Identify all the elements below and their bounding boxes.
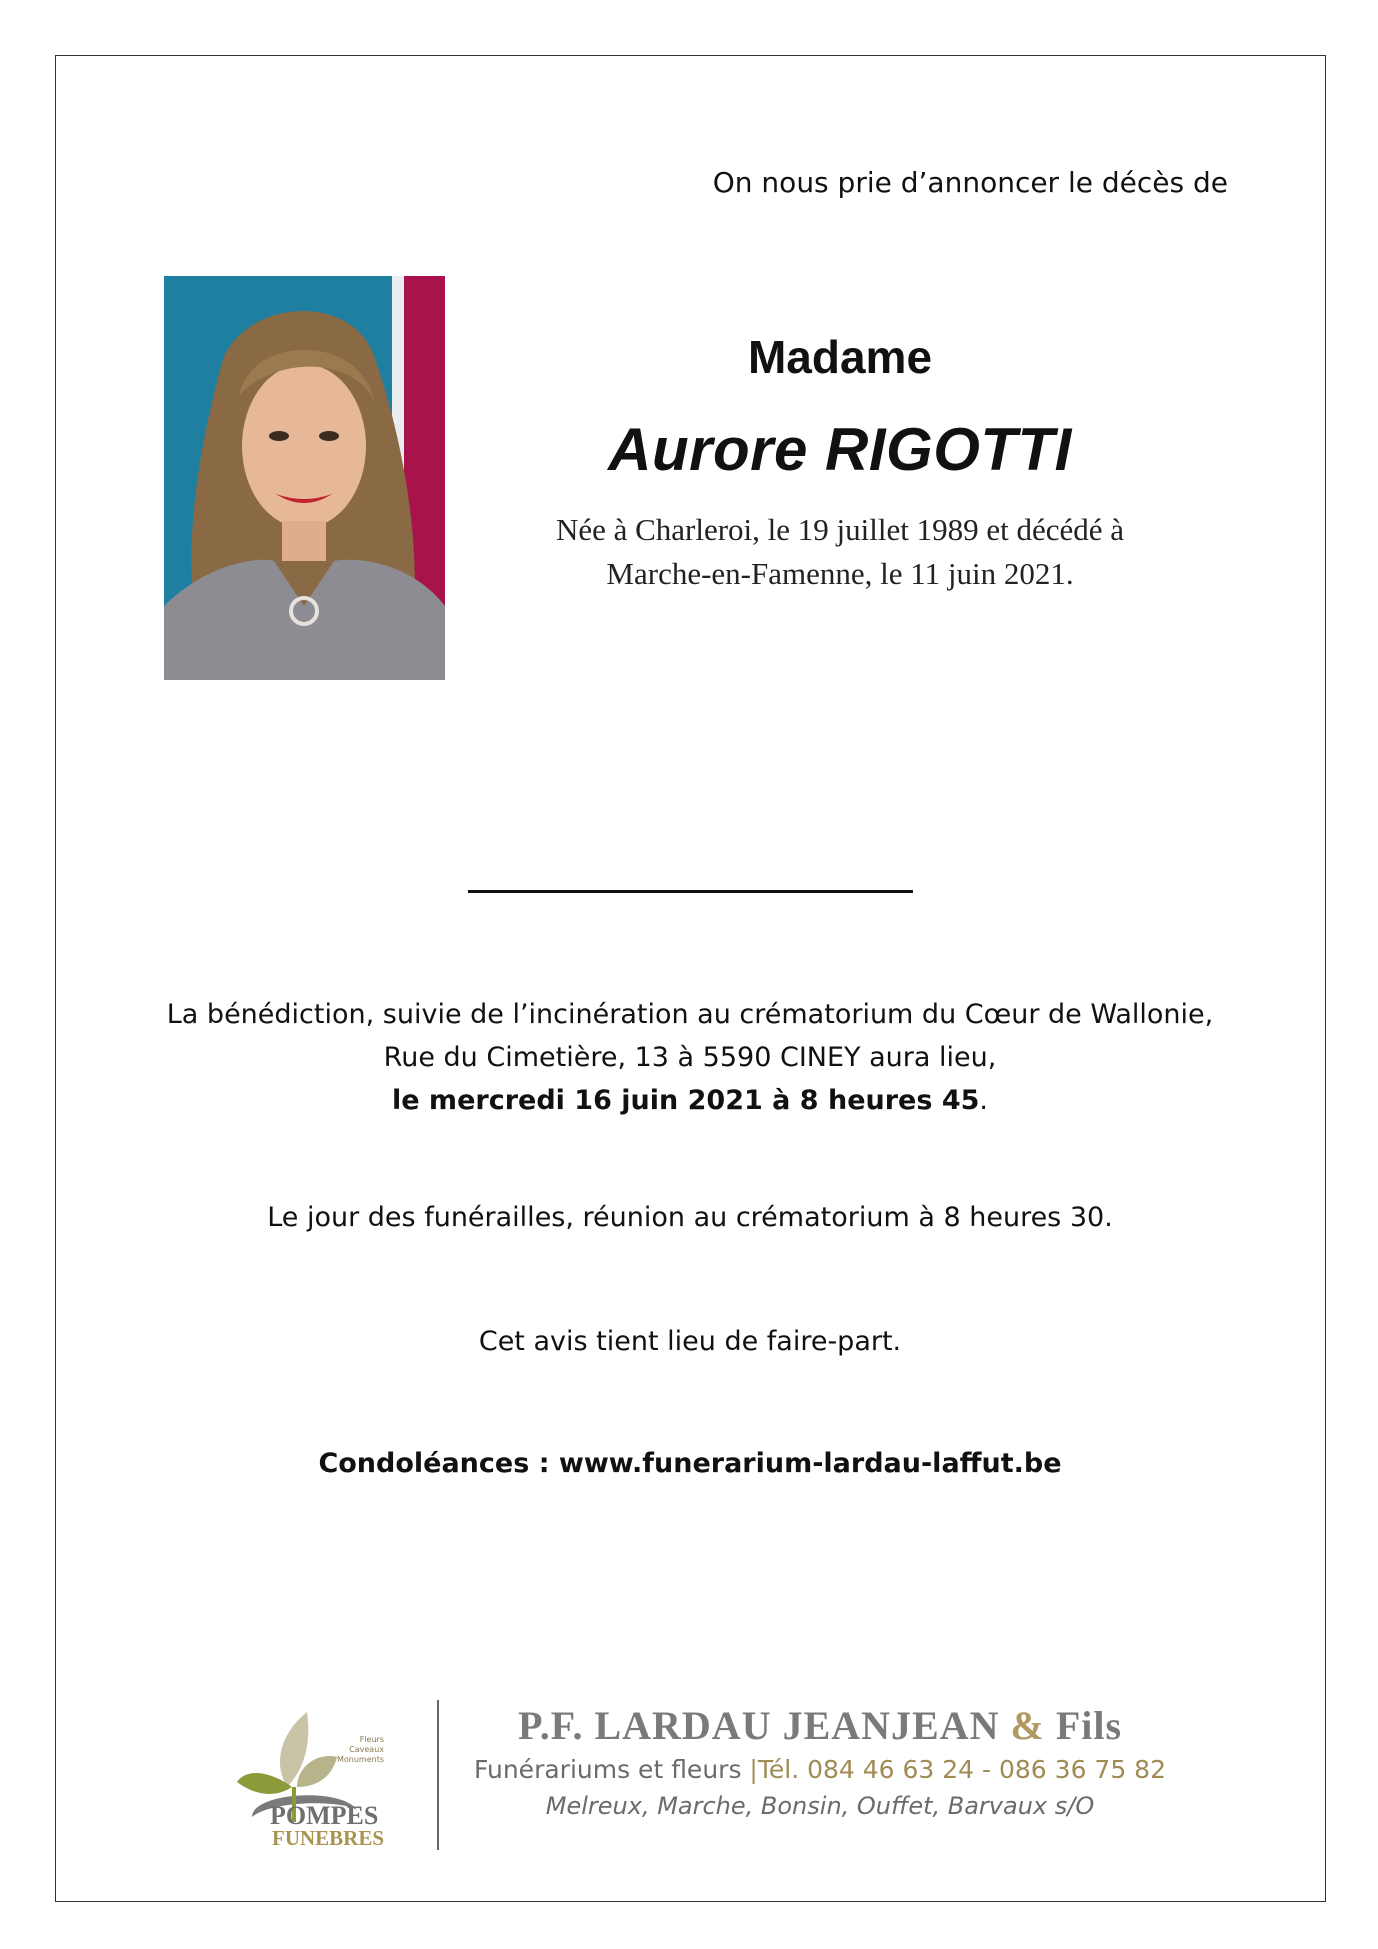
separator-rule [468,890,913,893]
firm-name-amp: & [1010,1703,1045,1748]
ceremony-date: le mercredi 16 juin 2021 à 8 heures 45 [391,1085,980,1116]
pompes-funebres-logo [232,1692,432,1852]
firm-info [470,1702,1170,1820]
deceased-title: Madame [747,331,933,383]
ceremony-line-1: La bénédiction, suivie de l’incinération au crématorium du Cœur de Wallonie, [166,999,1214,1030]
firm-name-part-2: Fils [1044,1703,1123,1748]
ceremony-date-end: . [979,1085,989,1116]
logo-word-2: FUNEBRES [272,1826,385,1850]
birth-line-1: Née à Charleroi, le 19 juillet 1989 et décédé à [555,512,1125,547]
firm-services-label: Funérariums et fleurs [473,1755,750,1784]
intro-text: On nous prie d’annoncer le décès de [712,166,1228,199]
firm-locations: Melreux, Marche, Bonsin, Ouffet, Barvaux s/O [545,1792,1095,1820]
ceremony-line-2: Rue du Cimetière, 13 à 5590 CINEY aura lieu, [383,1042,997,1073]
deceased-name: Aurore RIGOTTI [608,416,1072,483]
condolences-text: Condoléances : www.funerarium-lardau-laffut.be [318,1448,1062,1479]
birth-death-info [490,508,1190,596]
birth-line-2: Marche-en-Famenne, le 11 juin 2021. [606,556,1074,591]
footer-divider [437,1700,439,1850]
firm-phone: |Tél. 084 46 63 24 - 086 36 75 82 [749,1755,1166,1784]
portrait-photo [164,276,445,680]
firm-name-part-1: P.F. LARDAU JEANJEAN [517,1703,1011,1748]
firm-services [470,1755,1170,1784]
notice-text: Cet avis tient lieu de faire-part. [478,1326,902,1357]
logo-tagline-3: Monuments [336,1755,384,1764]
logo-tagline-2: Caveaux [349,1745,384,1754]
firm-name [470,1702,1170,1749]
ceremony-block [140,993,1240,1122]
logo-tagline-1: Fleurs [359,1735,384,1744]
meeting-text: Le jour des funérailles, réunion au crématorium à 8 heures 30. [267,1202,1113,1233]
logo-word-1: POMPES [270,1801,379,1830]
ceremony-date-line [140,1079,1240,1122]
